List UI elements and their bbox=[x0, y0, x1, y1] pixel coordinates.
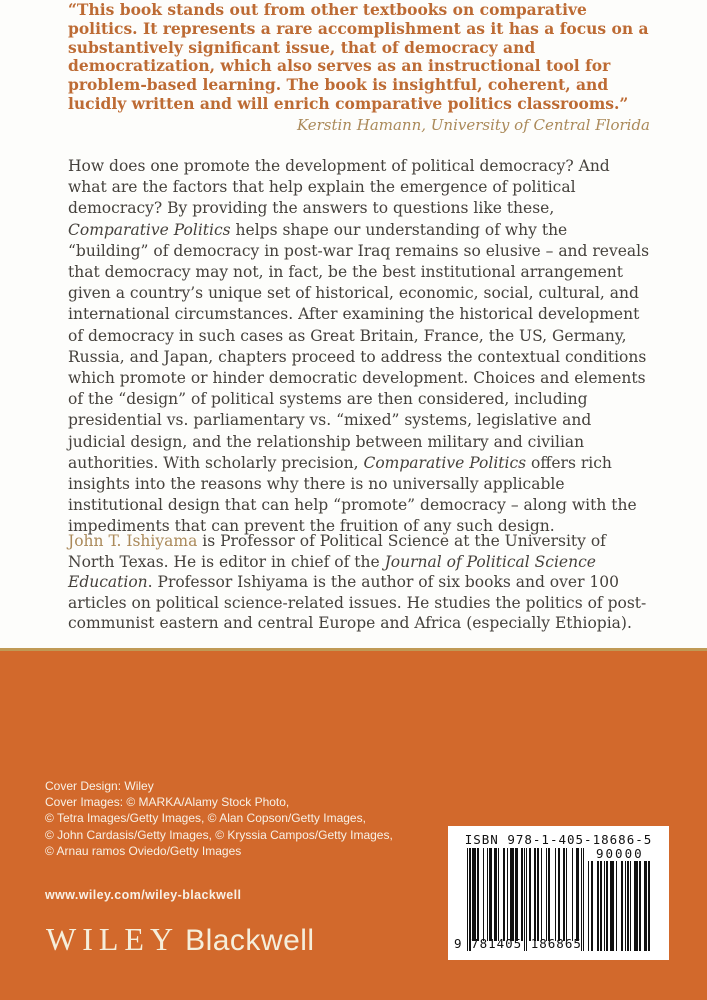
logo-wiley-wordmark: WILEY bbox=[46, 921, 180, 957]
barcode-main-bars bbox=[467, 848, 584, 941]
text-segment: . Professor Ishiyama is the author of six books and over 100 articles on political science-related issues. He studies the politics of post-communist eastern and central Europe and Africa (especially Ethiopia). bbox=[68, 573, 647, 632]
barcode-module bbox=[648, 861, 649, 951]
author-bio bbox=[68, 531, 650, 634]
text-segment: Journal of Political Science Education bbox=[68, 552, 596, 591]
credit-line: Cover Images: © MARKA/Alamy Stock Photo, bbox=[45, 795, 290, 810]
publisher-url: www.wiley.com/wiley-blackwell bbox=[45, 888, 242, 902]
cover-credits bbox=[45, 778, 393, 859]
logo-blackwell-wordmark: Blackwell bbox=[185, 924, 315, 957]
barcode-module bbox=[583, 848, 584, 951]
text-segment: How does one promote the development of political democracy? And what are the factors that help explain the emergence of political democracy? By providing the answers to questions like these, bbox=[68, 157, 610, 218]
text-segment: Comparative Politics bbox=[68, 220, 231, 239]
text-segment: is Professor of Political Science at the University of North Texas. He is editor in chief of the bbox=[68, 532, 606, 571]
credit-line: © Arnau ramos Oviedo/Getty Images bbox=[45, 843, 242, 858]
review-attribution: Kerstin Hamann, University of Central Florida bbox=[296, 116, 650, 134]
isbn-barcode-block bbox=[448, 826, 669, 960]
credit-line: © Tetra Images/Getty Images, © Alan Copson/Getty Images, bbox=[45, 811, 366, 826]
bio-name: John T. Ishiyama bbox=[68, 532, 198, 550]
review-quote: “This book stands out from other textbooks on comparative politics. It represents a rare accomplishment as it has a focus on a substantively significant issue, that of democracy and democratization, which also serves as an instructional tool for problem-based learning. The book is insightful, coherent, and lucidly written and will enrich comparative politics classrooms.” bbox=[68, 0, 649, 113]
text-segment: offers rich insights into the reasons why there is no universally applicable institutional design that can help “promote” democracy – along with the impediments that can prevent the fruition of any such design. bbox=[68, 453, 637, 536]
credit-line: © John Cardasis/Getty Images, © Kryssia Campos/Getty Images, bbox=[45, 827, 393, 842]
book-description bbox=[68, 156, 650, 538]
lower-panel bbox=[0, 648, 707, 1000]
barcode-digits: 9 781405 186865 bbox=[454, 936, 582, 951]
barcode-addon-bars bbox=[588, 861, 650, 951]
text-segment: Comparative Politics bbox=[363, 453, 527, 472]
text-segment: helps shape our understanding of why the “building” of democracy in post-war Iraq remains so elusive – and reveals that democracy may not, in fact, be the best institutional arrangement given a country’s unique set of historical, economic, social, cultural, and international circumstances. After examining the historical development of democracy in such cases as Great Britain, France, the US, Germany, Russia, and Japan, chapters proceed to address the contextual conditions which promote or hinder democratic development. Choices and elements of the “design” of political systems are then considered, including presidential vs. parliamentary vs. “mixed” systems, legislative and judicial design, and the relationship between military and civilian authorities. With scholarly precision, bbox=[68, 220, 650, 472]
isbn-number: ISBN 978-1-405-18686-5 bbox=[464, 832, 653, 847]
credit-line: Cover Design: Wiley bbox=[45, 779, 154, 793]
publisher-logo bbox=[46, 921, 315, 958]
barcode-addon-price-code: 90000 bbox=[596, 846, 644, 861]
